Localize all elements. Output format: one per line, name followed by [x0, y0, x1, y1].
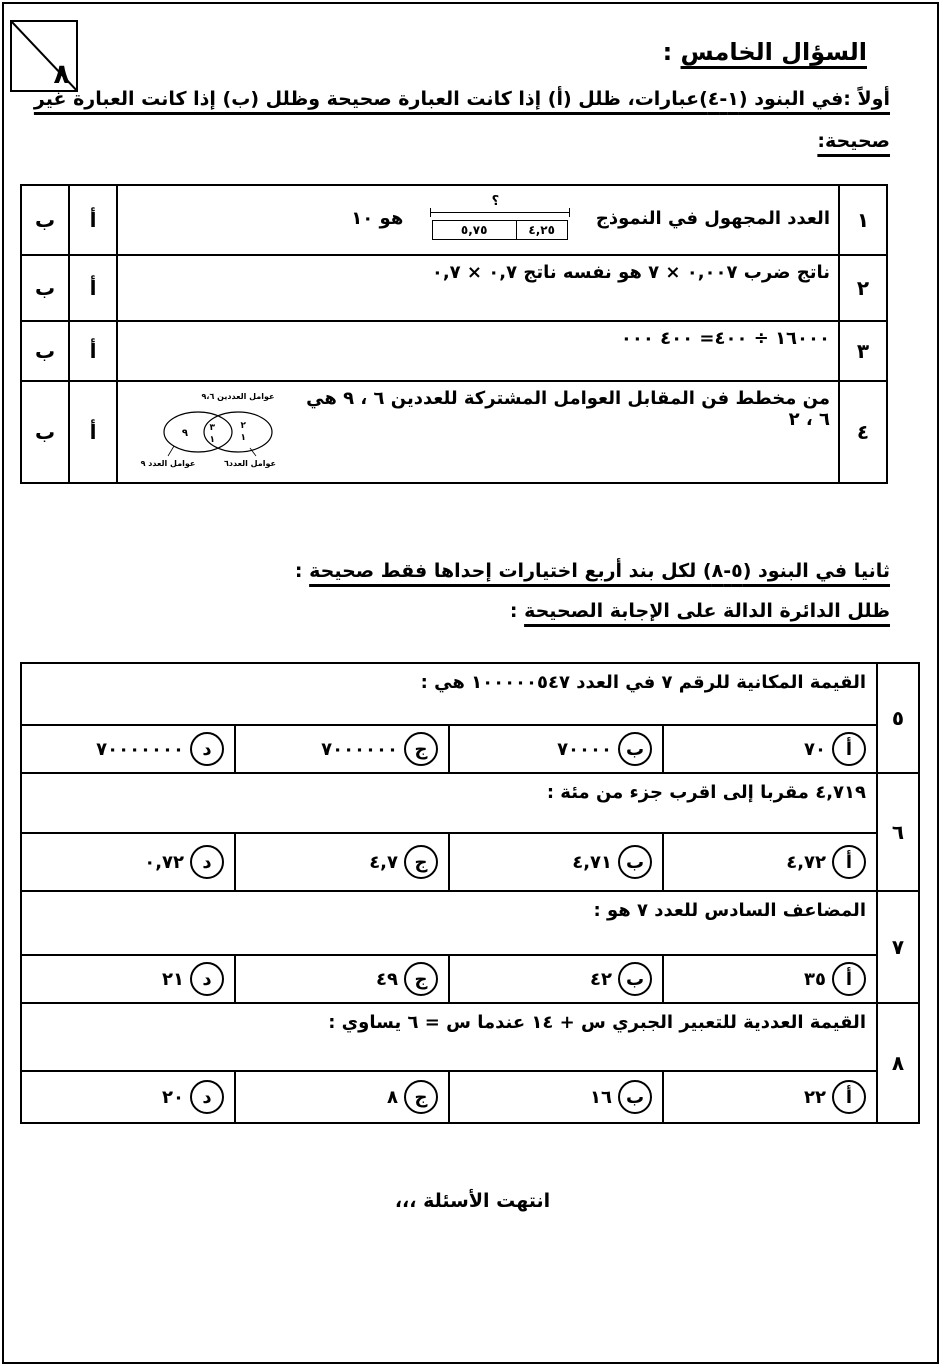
model-bracket — [430, 212, 570, 213]
choice-value: ٠,٧٢ — [144, 851, 184, 873]
tf-option-b[interactable]: ب — [21, 381, 69, 483]
choice-circle[interactable]: أ — [832, 1080, 866, 1114]
choice-circle[interactable]: أ — [832, 962, 866, 996]
tf-num: ٤ — [839, 381, 887, 483]
tf-num: ١ — [839, 185, 887, 255]
mc-choice[interactable] — [235, 833, 449, 891]
tf-row — [21, 321, 887, 381]
mc-stem: القيمة المكانية للرقم ٧ في العدد ١٠٠٠٠٠٥٤٧ هي : — [21, 663, 877, 725]
model-bars — [432, 220, 568, 240]
model-part-a: ٤,٢٥ — [516, 221, 567, 239]
choice-circle[interactable]: ب — [618, 845, 652, 879]
tf-question-text-a: العدد المجهول في النموذج — [595, 208, 830, 229]
choice-circle[interactable]: ج — [404, 1080, 438, 1114]
choice-circle[interactable]: ج — [404, 962, 438, 996]
mc-choice[interactable] — [235, 1071, 449, 1123]
true-false-table — [20, 184, 888, 484]
mc-stem: المضاعف السادس للعدد ٧ هو : — [21, 891, 877, 955]
choice-value: ٧٠٠٠٠٠٠٠ — [96, 738, 184, 760]
choice-circle[interactable]: ب — [618, 1080, 652, 1114]
mc-choice-row — [21, 955, 919, 1003]
mc-stem-row — [21, 773, 919, 833]
tf-question: ناتج ضرب ٠,٠٠٧ × ٧ هو نفسه ناتج ٠,٧ × ٠,٧ — [117, 255, 839, 321]
mc-choice[interactable] — [235, 955, 449, 1003]
score-box — [10, 20, 78, 92]
choice-value: ٢١ — [162, 968, 184, 990]
mc-stem: ٤,٧١٩ مقربا إلى اقرب جزء من مئة : — [21, 773, 877, 833]
choice-value: ٨ — [387, 1086, 398, 1108]
mc-choice[interactable] — [663, 1071, 877, 1123]
venn-circle-9 — [164, 412, 232, 452]
mc-choice[interactable] — [449, 1071, 663, 1123]
mc-choice[interactable] — [449, 725, 663, 773]
title-text: السؤال الخامس — [680, 38, 867, 66]
part1-instruction-line2 — [817, 130, 890, 152]
mc-choice[interactable] — [663, 955, 877, 1003]
tf-question — [117, 185, 839, 255]
mc-choice-row — [21, 833, 919, 891]
venn-top-label: عوامل العددين ٩،٦ — [201, 392, 275, 401]
mc-choice[interactable] — [21, 1071, 235, 1123]
choice-circle[interactable]: ب — [618, 732, 652, 766]
choice-value: ١٦ — [590, 1086, 612, 1108]
mc-num: ٦ — [877, 773, 919, 891]
tf-option-a[interactable]: أ — [69, 255, 117, 321]
tf-question — [117, 381, 839, 483]
part2-instruction-line1 — [295, 560, 890, 582]
venn-right-label: عوامل العدد٦ — [224, 459, 276, 468]
part2-line2-colon: : — [509, 600, 525, 622]
mc-choice[interactable] — [21, 833, 235, 891]
mc-choice[interactable] — [21, 955, 235, 1003]
choice-value: ٤٩ — [376, 968, 398, 990]
number-model — [430, 194, 570, 238]
part2-line1-colon: : — [294, 560, 310, 582]
tf-option-b[interactable]: ب — [21, 185, 69, 255]
end-of-questions: انتهت الأسئلة ،،، — [394, 1190, 551, 1212]
multiple-choice-table — [20, 662, 920, 1124]
tf-question: ١٦٠٠٠ ÷ ٤٠٠= ٤٠٠ ٠٠٠ — [117, 321, 839, 381]
mc-stem-row — [21, 1003, 919, 1071]
mc-num: ٧ — [877, 891, 919, 1003]
choice-circle[interactable]: ج — [404, 845, 438, 879]
part1-instruction-line1 — [34, 88, 890, 110]
tf-option-b[interactable]: ب — [21, 321, 69, 381]
choice-circle[interactable]: د — [190, 962, 224, 996]
choice-circle[interactable]: د — [190, 732, 224, 766]
choice-value: ٤,٧١ — [572, 851, 612, 873]
choice-value: ٧٠٠٠٠ — [557, 738, 612, 760]
choice-circle[interactable]: أ — [832, 845, 866, 879]
venn-left-label: عوامل العدد ٩ — [140, 459, 196, 468]
tf-question-text-b: هو ١٠ — [351, 208, 404, 229]
choice-value: ٧٠٠٠٠٠٠ — [321, 738, 398, 760]
mc-num: ٨ — [877, 1003, 919, 1123]
mc-num: ٥ — [877, 663, 919, 773]
part2-instruction-line2 — [510, 600, 890, 622]
model-unknown: ؟ — [491, 194, 500, 209]
venn-n2: ٢ — [240, 421, 246, 431]
venn-n3: ٣ — [209, 423, 215, 433]
choice-value: ٢٢ — [804, 1086, 826, 1108]
venn-n1b: ١ — [240, 433, 246, 443]
choice-value: ٤,٧٢ — [786, 851, 826, 873]
tf-option-a[interactable]: أ — [69, 185, 117, 255]
choice-circle[interactable]: د — [190, 1080, 224, 1114]
tf-question-line2: ٦ ، ٢ — [788, 409, 830, 430]
mc-choice[interactable] — [663, 725, 877, 773]
choice-circle[interactable]: د — [190, 845, 224, 879]
tf-question-line1: من مخطط فن المقابل العوامل المشتركة للعددين ٦ ، ٩ هي — [306, 388, 830, 409]
score-value: ٨ — [53, 59, 70, 90]
tf-num: ٢ — [839, 255, 887, 321]
title-colon: : — [662, 38, 681, 66]
choice-value: ٧٠ — [804, 738, 826, 760]
tf-row — [21, 381, 887, 483]
choice-value: ٢٠ — [162, 1086, 184, 1108]
mc-stem-row — [21, 663, 919, 725]
choice-circle[interactable]: ب — [618, 962, 652, 996]
choice-value: ٤,٧ — [369, 851, 398, 873]
tf-option-a[interactable]: أ — [69, 381, 117, 483]
mc-choice-row — [21, 1071, 919, 1123]
venn-n1: ١ — [209, 435, 215, 445]
section-title — [663, 38, 867, 66]
mc-choice[interactable] — [21, 725, 235, 773]
mc-stem: القيمة العددية للتعبير الجبري س + ١٤ عندما س = ٦ يساوي : — [21, 1003, 877, 1071]
tf-option-a[interactable]: أ — [69, 321, 117, 381]
choice-value: ٤٢ — [590, 968, 612, 990]
part1-line2-text: صحيحة: — [817, 130, 890, 152]
venn-diagram — [138, 390, 288, 470]
tf-row — [21, 185, 887, 255]
mc-choice[interactable] — [663, 833, 877, 891]
choice-circle[interactable]: أ — [832, 732, 866, 766]
part2-line1-text: ثانيا في البنود (٥-٨) لكل بند أربع اختيارات إحداها فقط صحيحة — [309, 560, 890, 582]
part1-line1-text: أولاً :في البنود (١-٤)عبارات، ظلل (أ) إذا كانت العبارة صحيحة وظلل (ب) إذا كانت العبارة غير — [33, 88, 890, 110]
mc-choice[interactable] — [449, 955, 663, 1003]
part2-line2-text: ظلل الدائرة الدالة على الإجابة الصحيحة — [524, 600, 890, 622]
choice-circle[interactable]: ج — [404, 732, 438, 766]
model-part-b: ٥,٧٥ — [460, 223, 488, 237]
mc-choice[interactable] — [235, 725, 449, 773]
choice-value: ٣٥ — [804, 968, 826, 990]
tf-option-b[interactable]: ب — [21, 255, 69, 321]
mc-choice-row — [21, 725, 919, 773]
tf-num: ٣ — [839, 321, 887, 381]
mc-stem-row — [21, 891, 919, 955]
mc-choice[interactable] — [449, 833, 663, 891]
tf-row — [21, 255, 887, 321]
venn-n9: ٩ — [181, 428, 188, 439]
